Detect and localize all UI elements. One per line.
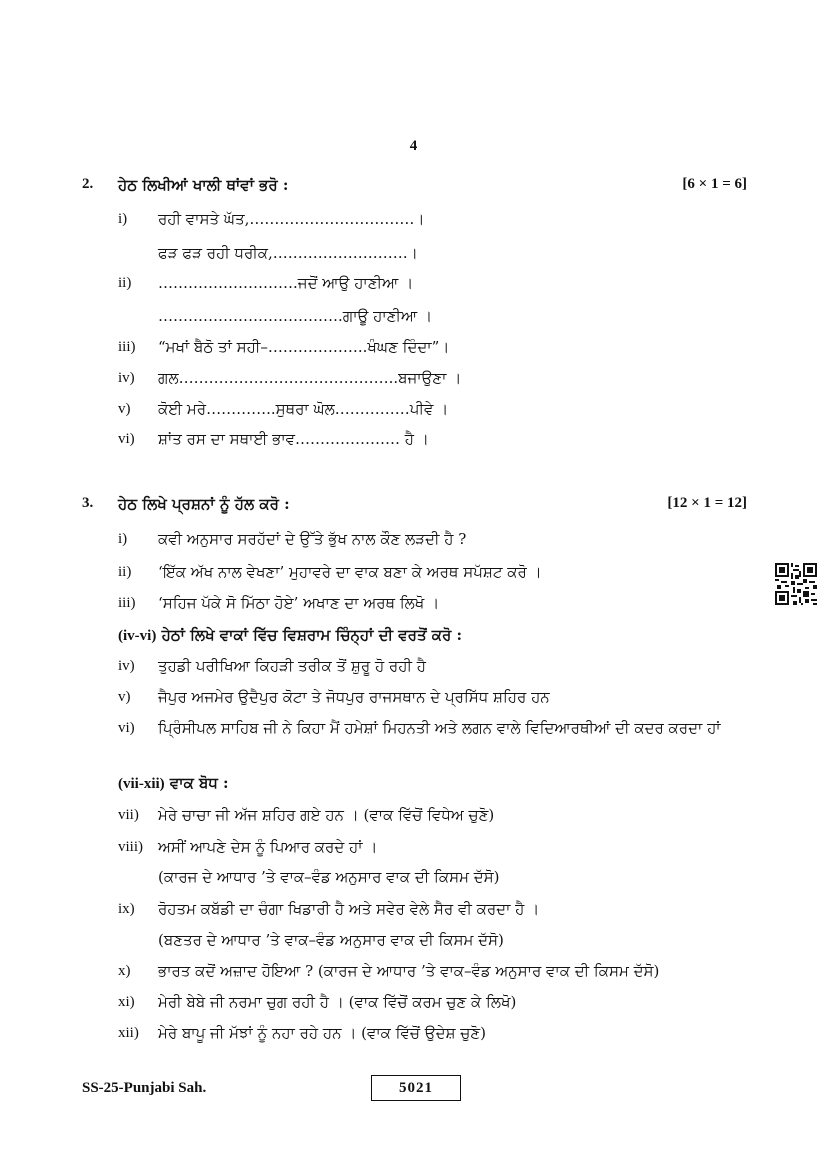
paper-code: SS-25-Punjabi Sah. xyxy=(82,1080,207,1096)
question-title: ਹੇਠ ਲਿਖੇ ਪ੍ਰਸ਼ਨਾਂ ਨੂੰ ਹੱਲ ਕਰੋ : xyxy=(118,495,290,513)
set-code-box: 5021 xyxy=(371,1075,461,1101)
question-title: ਹੇਠ ਲਿਖੀਆਂ ਖਾਲੀ ਥਾਂਵਾਂ ਭਰੋ : xyxy=(118,176,289,194)
sub-heading xyxy=(118,772,758,795)
question-marks: [6 × 1 = 6] xyxy=(682,176,747,192)
sub-heading xyxy=(118,624,758,647)
sub-heading-text: ਵਾਕ ਬੋਧ : xyxy=(169,774,229,792)
question-3-header xyxy=(82,495,747,519)
question-number: 2. xyxy=(82,176,94,192)
sub-heading-label: (iv-vi) xyxy=(118,628,157,644)
exam-page: 4 2. ਹੇਠ ਲਿਖੀਆਂ ਖਾਲੀ ਥਾਂਵਾਂ ਭਰੋ : [6 × 1 = 6] i) ਰਹੀ ਵਾਸਤੇ ਘੱਤ,……………………………। ਫੜ ਫੜ ਰਹੀ ਧਰੀਕ,………………………। ii) ……………………….ਜਦੋਂ ਆਉ ਹਾਣੀਆ । ……………………………….ਗਾਊ ਹਾਣੀਆ । iii) “ਮਖਾਂ ਬੈਠੋ ਤਾਂ ਸਹੀ–………………..ਖੰਘਣ ਦਿੰਦਾ”। iv) ਗਲ……………………………………..ਬਜਾਉਣਾ । v) ਕੋਈ ਮਰੇ…………..ਸੁਥਰਾ ਘੋਲ……………ਪੀਵੇ । vi) ਸ਼ਾਂਤ ਰਸ ਦਾ ਸਥਾਈ ਭਾਵ………………… ਹੈ । 3. ਹੇਠ ਲਿਖੇ ਪ੍ਰਸ਼ਨਾਂ ਨੂੰ ਹੱਲ ਕਰੋ : [12 × 1 = 12] i) ਕਵੀ ਅਨੁਸਾਰ ਸਰਹੱਦਾਂ ਦੇ ਉੱਤੇ ਭੁੱਖ ਨਾਲ ਕੌਣ ਲੜਦੀ ਹੈ ? ii) ‘ਇੱਕ ਅੱਖ ਨਾਲ ਵੇਖਣਾ’ ਮੁਹਾਵਰੇ ਦਾ ਵਾਕ ਬਣਾ ਕੇ ਅਰਥ ਸਪੱਸ਼ਟ ਕਰੋ । iii) ‘ਸਹਿਜ ਪੱਕੇ ਸੋ ਮਿੱਠਾ ਹੋਏ’ ਅਖਾਣ ਦਾ ਅਰਥ ਲਿਖੋ । (iv-vi) ਹੇਠਾਂ ਲਿਖੇ ਵਾਕਾਂ ਵਿੱਚ ਵਿਸ਼ਰਾਮ ਚਿੰਨ੍ਹਾਂ ਦੀ ਵਰਤੋਂ ਕਰੋ : iv) ਤੁਹਡੀ ਪਰੀਖਿਆ ਕਿਹੜੀ ਤਰੀਕ ਤੋਂ ਸ਼ੁਰੂ ਹੋ ਰਹੀ ਹੈ v) ਜੈਪੁਰ ਅਜਮੇਰ ਉਦੈਪੁਰ ਕੋਟਾ ਤੇ ਜੋਧਪੁਰ ਰਾਜਸਥਾਨ ਦੇ ਪ੍ਰਸਿੱਧ ਸ਼ਹਿਰ ਹਨ vi) ਪ੍ਰਿੰਸੀਪਲ ਸਾਹਿਬ ਜੀ ਨੇ ਕਿਹਾ ਮੈਂ ਹਮੇਸ਼ਾਂ ਮਿਹਨਤੀ ਅਤੇ ਲਗਨ ਵਾਲੇ ਵਿਦਿਆਰਥੀਆਂ ਦੀ ਕਦਰ ਕਰਦਾ ਹਾਂ (vii-xii) ਵਾਕ ਬੋਧ : vii) ਮੇਰੇ ਚਾਚਾ ਜੀ ਅੱਜ ਸ਼ਹਿਰ ਗਏ ਹਨ । (ਵਾਕ ਵਿੱਚੋਂ ਵਿਧੇਅ ਚੁਣੋ) viii) ਅਸੀਂ ਆਪਣੇ ਦੇਸ ਨੂੰ ਪਿਆਰ ਕਰਦੇ ਹਾਂ । (ਕਾਰਜ ਦੇ ਆਧਾਰ ’ਤੇ ਵਾਕ–ਵੰਡ ਅਨੁਸਾਰ ਵਾਕ ਦੀ ਕਿਸਮ ਦੱਸੋ) ix) ਰੋਹਤਮ ਕਬੱਡੀ ਦਾ ਚੰਗਾ ਖਿਡਾਰੀ ਹੈ ਅਤੇ ਸਵੇਰ ਵੇਲੇ ਸੈਰ ਵੀ ਕਰਦਾ ਹੈ । (ਬਣਤਰ ਦੇ ਆਧਾਰ ’ਤੇ ਵਾਕ–ਵੰਡ ਅਨੁਸਾਰ ਵਾਕ ਦੀ ਕਿਸਮ ਦੱਸੋ) x) ਭਾਰਤ ਕਦੋਂ ਅਜ਼ਾਦ ਹੋਇਆ ? (ਕਾਰਜ ਦੇ ਆਧਾਰ ’ਤੇ ਵਾਕ–ਵੰਡ ਅਨੁਸਾਰ ਵਾਕ ਦੀ ਕਿਸਮ ਦੱਸੋ) xi) ਮੇਰੀ ਬੇਬੇ ਜੀ ਨਰਮਾ ਚੁਗ ਰਹੀ ਹੈ । (ਵਾਕ ਵਿੱਚੋਂ ਕਰਮ ਚੁਣ ਕੇ ਲਿਖੋ) xii) ਮੇਰੇ ਬਾਪੂ ਜੀ ਮੱਝਾਂ ਨੂੰ ਨਹਾ ਰਹੇ ਹਨ । (ਵਾਕ ਵਿੱਚੋਂ ਉਦੇਸ਼ ਚੁਣੋ) SS-25-Punjabi Sah. 5021 xyxy=(0,0,827,1169)
question-number: 3. xyxy=(82,495,94,511)
question-marks: [12 × 1 = 12] xyxy=(667,495,747,511)
question-2-header xyxy=(82,176,747,200)
qr-code-icon xyxy=(775,563,817,605)
sub-heading-text: ਹੇਠਾਂ ਲਿਖੇ ਵਾਕਾਂ ਵਿੱਚ ਵਿਸ਼ਰਾਮ ਚਿੰਨ੍ਹਾਂ ਦੀ ਵਰਤੋਂ ਕਰੋ : xyxy=(161,626,463,644)
sub-heading-label: (vii-xii) xyxy=(118,776,165,792)
page-number: 4 xyxy=(409,138,418,154)
